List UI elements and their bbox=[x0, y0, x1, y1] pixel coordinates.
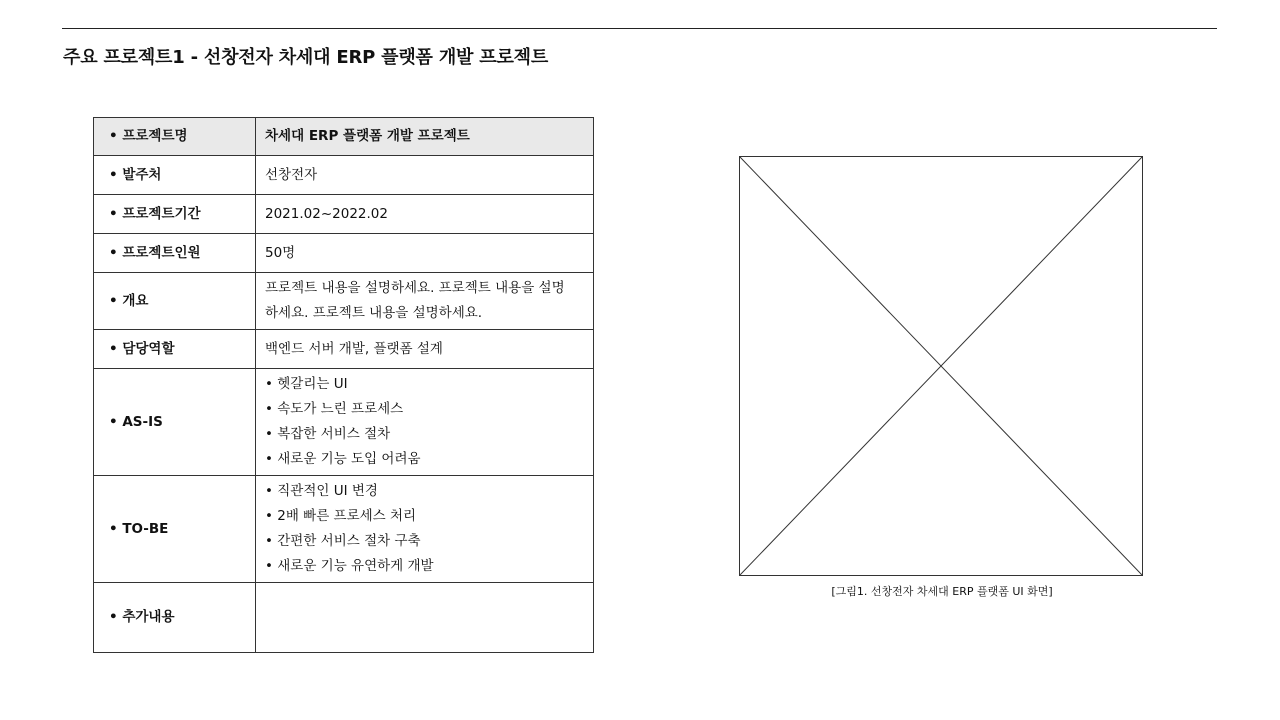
top-divider bbox=[62, 28, 1217, 29]
project-name-value: 차세대 ERP 플랫폼 개발 프로젝트 bbox=[256, 118, 594, 156]
table-row-to-be bbox=[94, 476, 594, 583]
list-item: • 헷갈리는 UI bbox=[265, 376, 348, 392]
to-be-value bbox=[256, 476, 594, 583]
as-is-label: • AS-IS bbox=[94, 369, 256, 476]
list-item: • 속도가 느린 프로세스 bbox=[265, 401, 404, 417]
table-row-headcount bbox=[94, 234, 594, 273]
overview-value bbox=[256, 273, 594, 330]
placeholder-cross-icon bbox=[740, 157, 1142, 575]
page-title: 주요 프로젝트1 - 선창전자 차세대 ERP 플랫폼 개발 프로젝트 bbox=[63, 47, 549, 68]
list-item: • 간편한 서비스 절차 구축 bbox=[265, 533, 421, 549]
list-item: • 2배 빠른 프로세스 처리 bbox=[265, 508, 417, 524]
as-is-list bbox=[265, 372, 583, 472]
table-row-additional bbox=[94, 583, 594, 653]
table-row-overview bbox=[94, 273, 594, 330]
client-value: 선창전자 bbox=[256, 156, 594, 195]
headcount-value: 50명 bbox=[256, 234, 594, 273]
period-value: 2021.02~2022.02 bbox=[256, 195, 594, 234]
overview-line: 프로젝트 내용을 설명하세요. 프로젝트 내용을 설명 bbox=[265, 280, 565, 296]
project-name-label: • 프로젝트명 bbox=[94, 118, 256, 156]
to-be-label: • TO-BE bbox=[94, 476, 256, 583]
role-label: • 담당역할 bbox=[94, 330, 256, 369]
table-row-project-name bbox=[94, 118, 594, 156]
additional-label: • 추가내용 bbox=[94, 583, 256, 653]
client-label: • 발주처 bbox=[94, 156, 256, 195]
period-label: • 프로젝트기간 bbox=[94, 195, 256, 234]
list-item: • 새로운 기능 유연하게 개발 bbox=[265, 558, 434, 574]
list-item: • 복잡한 서비스 절차 bbox=[265, 426, 391, 442]
overview-line: 하세요. 프로젝트 내용을 설명하세요. bbox=[265, 305, 483, 321]
table-row-as-is bbox=[94, 369, 594, 476]
image-placeholder bbox=[739, 156, 1143, 576]
overview-label: • 개요 bbox=[94, 273, 256, 330]
headcount-label: • 프로젝트인원 bbox=[94, 234, 256, 273]
table-row-role bbox=[94, 330, 594, 369]
list-item: • 직관적인 UI 변경 bbox=[265, 483, 378, 499]
as-is-value bbox=[256, 369, 594, 476]
table-row-period bbox=[94, 195, 594, 234]
figure-caption: [그림1. 선창전자 차세대 ERP 플랫폼 UI 화면] bbox=[831, 585, 1053, 598]
table-row-client bbox=[94, 156, 594, 195]
project-info-table bbox=[93, 117, 594, 653]
additional-value bbox=[256, 583, 594, 653]
list-item: • 새로운 기능 도입 어려움 bbox=[265, 451, 421, 467]
role-value: 백엔드 서버 개발, 플랫폼 설계 bbox=[256, 330, 594, 369]
to-be-list bbox=[265, 479, 583, 579]
